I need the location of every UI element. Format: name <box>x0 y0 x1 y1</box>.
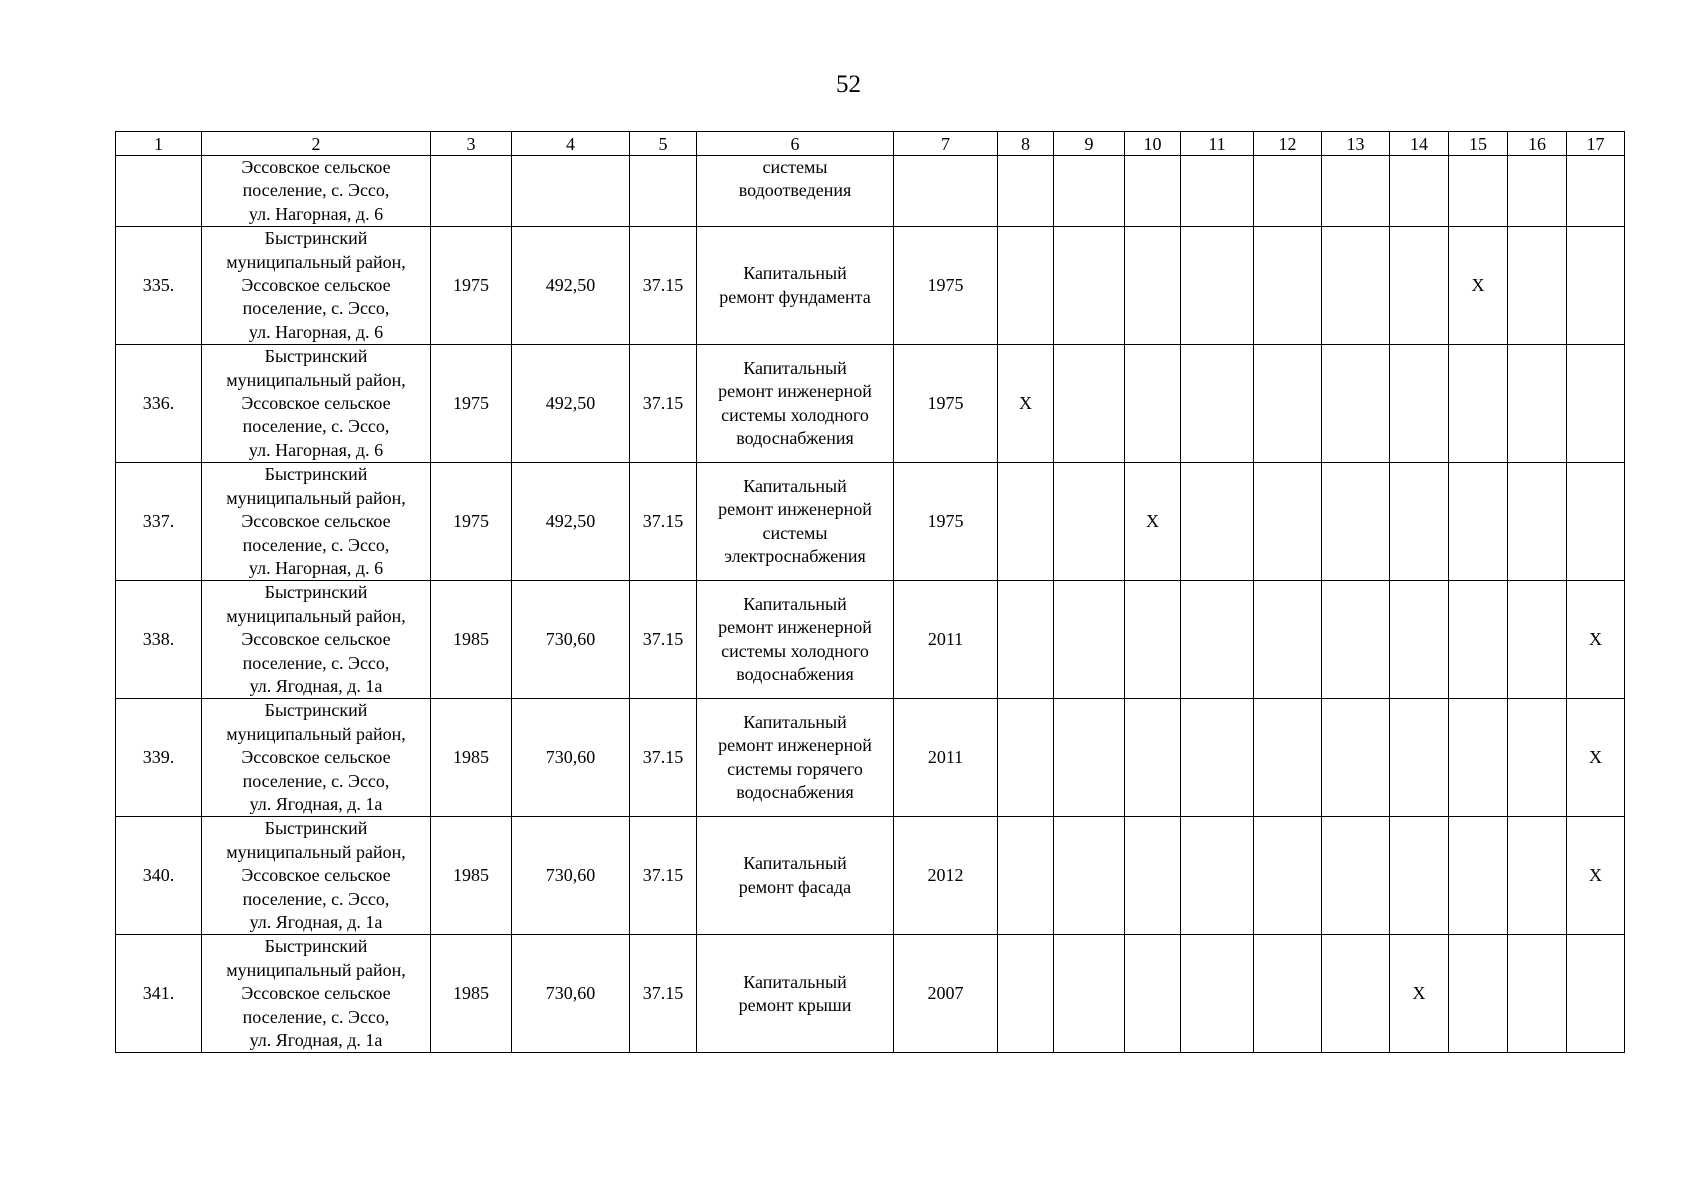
cell-col-16 <box>1508 463 1567 581</box>
cell-work-type-line: системы горячего <box>727 758 863 779</box>
cell-work-type <box>697 699 894 817</box>
cell-build-year: 1985 <box>431 935 512 1053</box>
cell-work-type <box>697 345 894 463</box>
cell-work-type-line: Капитальный <box>743 263 847 284</box>
column-header-1: 1 <box>116 132 202 156</box>
cell-col-8 <box>998 156 1054 227</box>
cell-address-line: ул. Нагорная, д. 6 <box>248 203 384 224</box>
table-row <box>116 935 1625 1053</box>
cell-col-16 <box>1508 156 1567 227</box>
column-header-3: 3 <box>431 132 512 156</box>
cell-col-16 <box>1508 817 1567 935</box>
cell-col-10 <box>1125 699 1181 817</box>
cell-address-line: поселение, с. Эссо, <box>242 1006 390 1027</box>
cell-col-11 <box>1181 156 1254 227</box>
cell-address-line: Быстринский <box>264 818 368 839</box>
cell-col-17 <box>1567 156 1625 227</box>
cell-mark: X <box>1390 935 1449 1053</box>
cell-address-line: ул. Нагорная, д. 6 <box>248 439 384 460</box>
cell-repair-year: 2011 <box>894 699 998 817</box>
table-row <box>116 463 1625 581</box>
cell-col-12 <box>1254 817 1322 935</box>
cell-repair-year: 1975 <box>894 345 998 463</box>
column-header-10: 10 <box>1125 132 1181 156</box>
cell-col-9 <box>1054 581 1125 699</box>
cell-number: 336. <box>116 345 202 463</box>
cell-address <box>202 935 431 1053</box>
cell-mark: X <box>1449 227 1508 345</box>
cell-col-8 <box>998 699 1054 817</box>
column-header-12: 12 <box>1254 132 1322 156</box>
cell-work-type <box>697 935 894 1053</box>
cell-work-type <box>697 817 894 935</box>
cell-col-13 <box>1322 935 1390 1053</box>
cell-col-17 <box>1567 345 1625 463</box>
cell-code: 37.15 <box>630 345 697 463</box>
cell-address-line: поселение, с. Эссо, <box>242 180 390 201</box>
cell-col-16 <box>1508 345 1567 463</box>
cell-address-line: Эссовское сельское <box>241 157 391 177</box>
repair-schedule-table <box>115 131 1625 1053</box>
column-header-7: 7 <box>894 132 998 156</box>
cell-address-line: муниципальный район, <box>226 487 406 508</box>
cell-col-12 <box>1254 699 1322 817</box>
cell-col-9 <box>1054 817 1125 935</box>
cell-work-type-line: водоснабжения <box>736 782 854 803</box>
cell-area: 730,60 <box>512 935 630 1053</box>
cell-col-16 <box>1508 935 1567 1053</box>
cell-col-13 <box>1322 581 1390 699</box>
table-row <box>116 227 1625 345</box>
cell-col-14 <box>1390 156 1449 227</box>
table-row <box>116 699 1625 817</box>
cell-mark: X <box>1567 581 1625 699</box>
cell-work-type-line: Капитальный <box>743 971 847 992</box>
column-header-17: 17 <box>1567 132 1625 156</box>
cell-col-12 <box>1254 935 1322 1053</box>
cell-col-5 <box>630 156 697 227</box>
cell-address-line: поселение, с. Эссо, <box>242 416 390 437</box>
cell-col-16 <box>1508 227 1567 345</box>
cell-area: 730,60 <box>512 817 630 935</box>
cell-col-4 <box>512 156 630 227</box>
cell-col-9 <box>1054 227 1125 345</box>
cell-address-line: Быстринский <box>264 700 368 721</box>
cell-area: 492,50 <box>512 463 630 581</box>
cell-col-10 <box>1125 156 1181 227</box>
cell-work-type-line: ремонт инженерной <box>718 499 872 520</box>
cell-work-type-line: Капитальный <box>743 712 847 733</box>
cell-address <box>202 699 431 817</box>
cell-col-11 <box>1181 699 1254 817</box>
cell-work-type-line: Капитальный <box>743 853 847 874</box>
cell-col-12 <box>1254 345 1322 463</box>
cell-address <box>202 156 431 227</box>
cell-col-14 <box>1390 817 1449 935</box>
cell-address <box>202 463 431 581</box>
cell-area: 730,60 <box>512 581 630 699</box>
cell-area: 730,60 <box>512 699 630 817</box>
cell-col-13 <box>1322 227 1390 345</box>
cell-col-7 <box>894 156 998 227</box>
cell-col-9 <box>1054 156 1125 227</box>
cell-address-line: Быстринский <box>264 936 368 957</box>
cell-col-9 <box>1054 699 1125 817</box>
column-header-8: 8 <box>998 132 1054 156</box>
cell-col-14 <box>1390 699 1449 817</box>
cell-col-13 <box>1322 817 1390 935</box>
cell-area: 492,50 <box>512 345 630 463</box>
cell-col-10 <box>1125 935 1181 1053</box>
cell-address-line: ул. Нагорная, д. 6 <box>248 557 384 578</box>
cell-work-type-line: ремонт крыши <box>738 994 852 1015</box>
cell-address-line: ул. Ягодная, д. 1а <box>249 793 383 814</box>
cell-work-type-line: системы <box>762 522 828 543</box>
cell-number: 341. <box>116 935 202 1053</box>
cell-col-15 <box>1449 935 1508 1053</box>
cell-col-9 <box>1054 345 1125 463</box>
cell-build-year: 1985 <box>431 699 512 817</box>
continuation-row <box>116 156 1625 227</box>
cell-address-line: Эссовское сельское <box>241 511 391 532</box>
column-header-15: 15 <box>1449 132 1508 156</box>
cell-work-type-line: электроснабжения <box>724 546 866 567</box>
cell-number: 338. <box>116 581 202 699</box>
cell-address-line: ул. Ягодная, д. 1а <box>249 912 383 932</box>
cell-number: 339. <box>116 699 202 817</box>
column-header-5: 5 <box>630 132 697 156</box>
cell-col-15 <box>1449 699 1508 817</box>
cell-address-line: Быстринский <box>264 582 368 603</box>
cell-address-line: ул. Нагорная, д. 6 <box>248 321 384 342</box>
cell-number <box>116 156 202 227</box>
cell-work-type <box>697 463 894 581</box>
header-row <box>116 132 1625 156</box>
cell-col-17 <box>1567 935 1625 1053</box>
column-header-14: 14 <box>1390 132 1449 156</box>
cell-code: 37.15 <box>630 817 697 935</box>
cell-col-11 <box>1181 581 1254 699</box>
cell-address-line: муниципальный район, <box>226 723 406 744</box>
column-header-4: 4 <box>512 132 630 156</box>
cell-col-3 <box>431 156 512 227</box>
cell-build-year: 1975 <box>431 345 512 463</box>
cell-build-year: 1985 <box>431 817 512 935</box>
cell-address-line: Быстринский <box>264 228 368 249</box>
cell-address-line: поселение, с. Эссо, <box>242 770 390 791</box>
cell-col-13 <box>1322 463 1390 581</box>
cell-work-type-line: ремонт фундамента <box>719 286 871 307</box>
cell-address-line: Эссовское сельское <box>241 275 391 296</box>
cell-address-line: Эссовское сельское <box>241 865 391 886</box>
cell-work-type-line: системы холодного <box>721 640 869 661</box>
cell-col-9 <box>1054 463 1125 581</box>
table-row <box>116 581 1625 699</box>
cell-code: 37.15 <box>630 227 697 345</box>
cell-col-14 <box>1390 463 1449 581</box>
cell-col-11 <box>1181 817 1254 935</box>
cell-work-type-line: водоснабжения <box>736 428 854 449</box>
cell-repair-year: 2011 <box>894 581 998 699</box>
cell-code: 37.15 <box>630 463 697 581</box>
cell-col-11 <box>1181 227 1254 345</box>
cell-repair-year: 2012 <box>894 817 998 935</box>
cell-address <box>202 581 431 699</box>
cell-address-line: муниципальный район, <box>226 605 406 626</box>
cell-address-line: муниципальный район, <box>226 841 406 862</box>
cell-col-15 <box>1449 581 1508 699</box>
column-header-6: 6 <box>697 132 894 156</box>
cell-address-line: Быстринский <box>264 464 368 485</box>
cell-col-10 <box>1125 817 1181 935</box>
table-row <box>116 817 1625 935</box>
cell-address-line: муниципальный район, <box>226 959 406 980</box>
cell-number: 335. <box>116 227 202 345</box>
cell-address-line: Быстринский <box>264 346 368 367</box>
cell-repair-year: 1975 <box>894 227 998 345</box>
column-header-11: 11 <box>1181 132 1254 156</box>
column-header-16: 16 <box>1508 132 1567 156</box>
table-row <box>116 345 1625 463</box>
cell-address-line: муниципальный район, <box>226 251 406 272</box>
cell-col-9 <box>1054 935 1125 1053</box>
cell-work-type-line: ремонт инженерной <box>718 617 872 638</box>
cell-work-type-line: Капитальный <box>743 357 847 378</box>
cell-col-15 <box>1449 463 1508 581</box>
cell-area: 492,50 <box>512 227 630 345</box>
cell-mark: X <box>1567 817 1625 935</box>
cell-col-8 <box>998 935 1054 1053</box>
cell-work-type-line: ремонт инженерной <box>718 735 872 756</box>
cell-col-14 <box>1390 227 1449 345</box>
cell-address <box>202 227 431 345</box>
cell-address <box>202 817 431 935</box>
table-body <box>116 132 1625 1053</box>
cell-code: 37.15 <box>630 699 697 817</box>
cell-col-8 <box>998 463 1054 581</box>
cell-work-type <box>697 581 894 699</box>
cell-col-13 <box>1322 345 1390 463</box>
cell-col-17 <box>1567 463 1625 581</box>
cell-col-14 <box>1390 581 1449 699</box>
cell-col-14 <box>1390 345 1449 463</box>
cell-work-type <box>697 227 894 345</box>
cell-address-line: ул. Ягодная, д. 1а <box>249 675 383 696</box>
cell-col-10 <box>1125 345 1181 463</box>
cell-work-type <box>697 156 894 227</box>
cell-address-line: поселение, с. Эссо, <box>242 652 390 673</box>
cell-col-10 <box>1125 227 1181 345</box>
cell-address <box>202 345 431 463</box>
cell-col-8 <box>998 817 1054 935</box>
cell-col-11 <box>1181 345 1254 463</box>
cell-col-11 <box>1181 935 1254 1053</box>
column-header-9: 9 <box>1054 132 1125 156</box>
cell-work-type-line: системы <box>762 157 828 177</box>
cell-col-15 <box>1449 345 1508 463</box>
cell-mark: X <box>1125 463 1181 581</box>
cell-col-16 <box>1508 699 1567 817</box>
cell-number: 340. <box>116 817 202 935</box>
cell-work-type-line: Капитальный <box>743 475 847 496</box>
cell-work-type-line: Капитальный <box>743 594 847 615</box>
cell-address-line: ул. Ягодная, д. 1а <box>249 1030 383 1051</box>
cell-col-15 <box>1449 817 1508 935</box>
cell-address-line: Эссовское сельское <box>241 393 391 414</box>
cell-address-line: Эссовское сельское <box>241 629 391 650</box>
cell-work-type-line: водоотведения <box>738 180 852 201</box>
cell-mark: X <box>1567 699 1625 817</box>
cell-mark: X <box>998 345 1054 463</box>
cell-work-type-line: системы холодного <box>721 404 869 425</box>
cell-col-15 <box>1449 156 1508 227</box>
cell-build-year: 1985 <box>431 581 512 699</box>
cell-col-12 <box>1254 156 1322 227</box>
column-header-2: 2 <box>202 132 431 156</box>
cell-address-line: муниципальный район, <box>226 369 406 390</box>
cell-col-13 <box>1322 699 1390 817</box>
cell-address-line: поселение, с. Эссо, <box>242 888 390 909</box>
cell-repair-year: 1975 <box>894 463 998 581</box>
cell-col-13 <box>1322 156 1390 227</box>
cell-col-10 <box>1125 581 1181 699</box>
cell-address-line: Эссовское сельское <box>241 747 391 768</box>
cell-code: 37.15 <box>630 581 697 699</box>
cell-address-line: поселение, с. Эссо, <box>242 534 390 555</box>
cell-repair-year: 2007 <box>894 935 998 1053</box>
cell-number: 337. <box>116 463 202 581</box>
cell-work-type-line: ремонт фасада <box>738 876 852 897</box>
page-number: 52 <box>836 71 861 98</box>
cell-col-8 <box>998 581 1054 699</box>
cell-work-type-line: ремонт инженерной <box>718 381 872 402</box>
cell-col-8 <box>998 227 1054 345</box>
cell-col-12 <box>1254 463 1322 581</box>
column-header-13: 13 <box>1322 132 1390 156</box>
cell-col-17 <box>1567 227 1625 345</box>
cell-address-line: Эссовское сельское <box>241 983 391 1004</box>
cell-col-12 <box>1254 581 1322 699</box>
cell-address-line: поселение, с. Эссо, <box>242 298 390 319</box>
cell-work-type-line: водоснабжения <box>736 664 854 685</box>
cell-code: 37.15 <box>630 935 697 1053</box>
cell-col-12 <box>1254 227 1322 345</box>
cell-col-16 <box>1508 581 1567 699</box>
cell-col-11 <box>1181 463 1254 581</box>
cell-build-year: 1975 <box>431 463 512 581</box>
cell-build-year: 1975 <box>431 227 512 345</box>
